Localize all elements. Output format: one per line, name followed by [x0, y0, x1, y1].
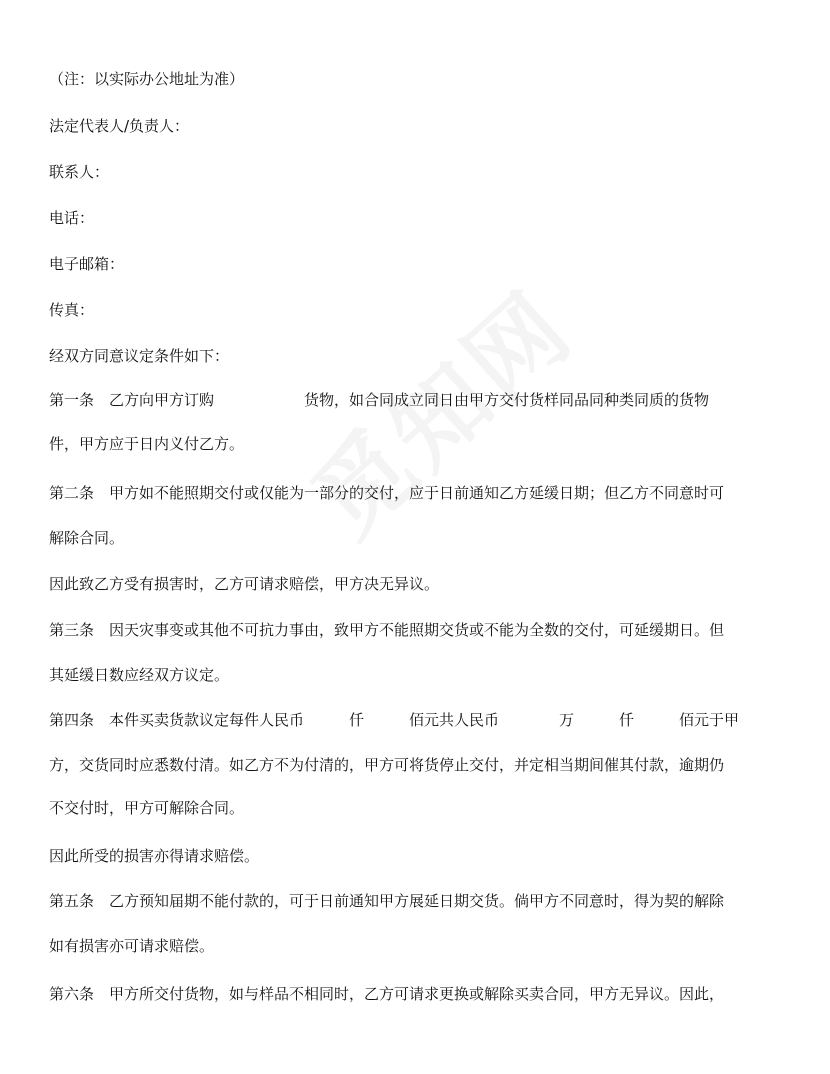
article-4-line-1: 第四条 本件买卖货款议定每件人民币 仟 佰元共人民币 万 仟 佰元于甲	[49, 711, 740, 729]
contact-person-label: 联系人：	[49, 163, 110, 181]
article-3-line-1: 第三条 因天灾事变或其他不可抗力事由，致甲方不能照期交货或不能为全数的交付，可延缓期日。但	[49, 621, 725, 639]
article-3-line-2: 其延缓日数应经双方议定。	[49, 666, 230, 684]
article-5-line-2: 如有损害亦可请求赔偿。	[49, 937, 215, 955]
article-4-line-2: 方，交货同时应悉数付清。如乙方不为付清的，甲方可将货停止交付，并定相当期间催其付款，逾期仍	[49, 756, 725, 774]
article-6-line-1: 第六条 甲方所交付货物，如与样品不相同时，乙方可请求更换或解除买卖合同，甲方无异议。因此，	[49, 985, 725, 1003]
article-1-line-2: 件，甲方应于日内义付乙方。	[49, 435, 245, 453]
fax-label: 传真：	[49, 301, 95, 319]
article-5-line-1: 第五条 乙方预知届期不能付款的，可于日前通知甲方展延日期交货。倘甲方不同意时，得为契的解除	[49, 892, 725, 910]
phone-label: 电话：	[49, 209, 95, 227]
article-2-line-1: 第二条 甲方如不能照期交付或仅能为一部分的交付，应于日前通知乙方延缓日期；但乙方不同意时可	[49, 484, 725, 502]
article-4-line-3: 不交付时，甲方可解除合同。	[49, 799, 245, 817]
article-4-line-4: 因此所受的损害亦得请求赔偿。	[49, 847, 260, 865]
email-label: 电子邮箱：	[49, 255, 125, 273]
article-2-line-3: 因此致乙方受有损害时，乙方可请求赔偿，甲方决无异议。	[49, 575, 440, 593]
article-1-line-1: 第一条 乙方向甲方订购 货物，如合同成立同日由甲方交付货样同品同种类同质的货物	[49, 391, 710, 409]
article-2-line-2: 解除合同。	[49, 529, 125, 547]
legal-representative-label: 法定代表人/负责人：	[49, 117, 190, 135]
note-office-address: （注：以实际办公地址为准）	[49, 70, 245, 88]
agreement-intro: 经双方同意议定条件如下：	[49, 347, 230, 365]
